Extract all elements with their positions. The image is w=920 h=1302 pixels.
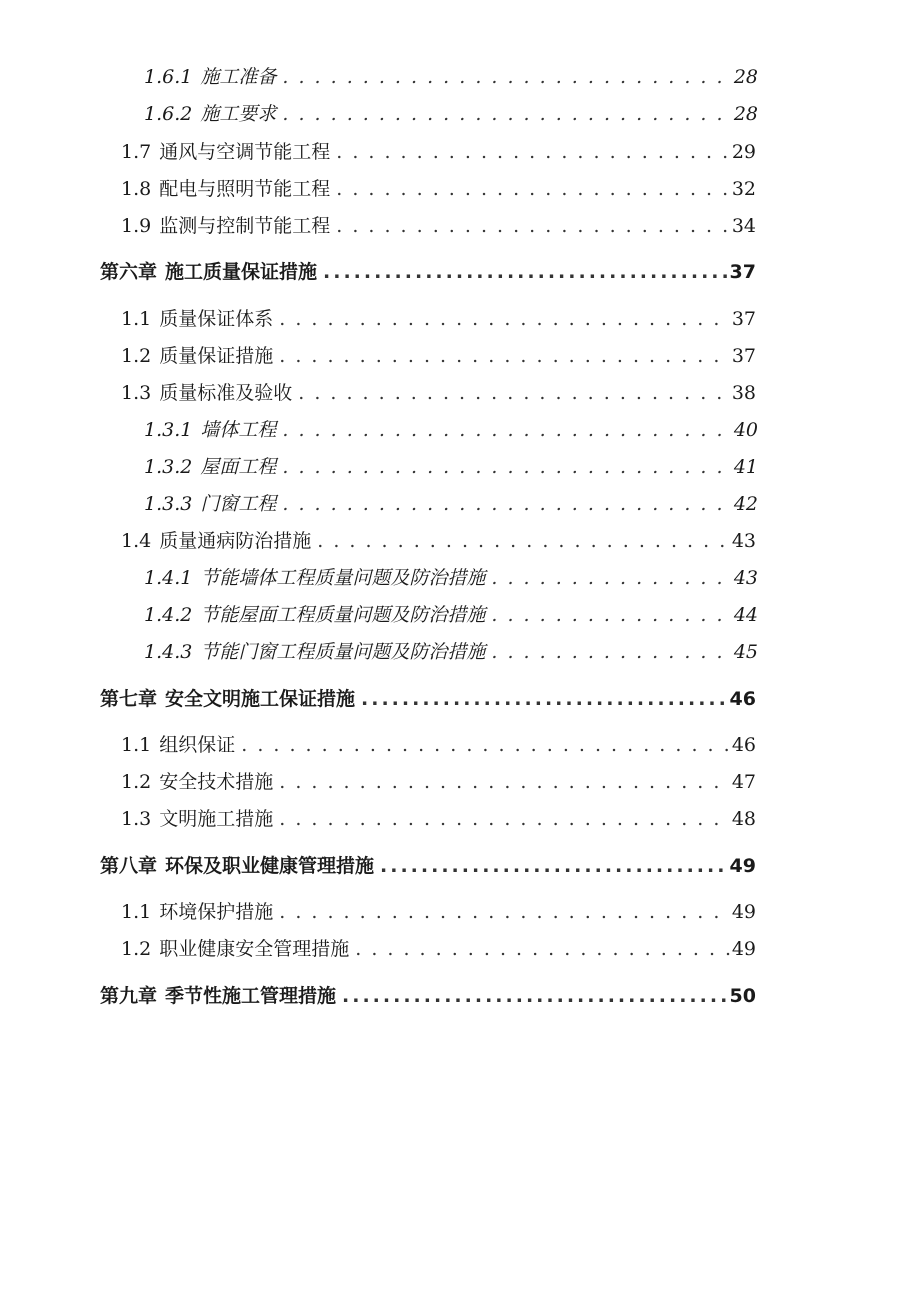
toc-entry-number: 1.3 [121, 382, 152, 404]
toc-entry[interactable] [121, 934, 756, 964]
toc-entry-page: 42 [733, 493, 758, 515]
toc-entry-title: 墙体工程 [200, 419, 277, 441]
toc-entry-number: 1.2 [121, 345, 152, 367]
toc-entry-page: 49 [729, 855, 756, 877]
toc-entry-number: 1.4.3 [144, 641, 193, 663]
dot-leader [279, 304, 730, 334]
dot-leader [279, 341, 730, 371]
dot-leader [336, 137, 730, 167]
toc-chapter-entry[interactable] [100, 851, 756, 881]
toc-entry-title: 质量保证措施 [159, 345, 274, 367]
toc-entry-number: 第七章 [100, 688, 158, 710]
toc-entry-page: 32 [731, 178, 756, 200]
toc-entry-page: 38 [731, 382, 756, 404]
toc-entry-number: 1.4.1 [144, 567, 193, 589]
toc-entry-title: 安全文明施工保证措施 [165, 688, 356, 710]
dot-leader [491, 600, 731, 630]
toc-entry[interactable] [121, 211, 756, 241]
toc-entry-number: 第六章 [100, 261, 158, 283]
toc-entry-title: 施工要求 [200, 103, 277, 125]
toc-entry[interactable] [121, 341, 756, 371]
toc-entry-page: 34 [731, 215, 756, 237]
toc-entry[interactable] [121, 897, 756, 927]
toc-entry-page: 37 [731, 308, 756, 330]
toc-entry-page: 44 [733, 604, 758, 626]
toc-entry-number: 1.1 [121, 308, 152, 330]
toc-entry-page: 48 [731, 808, 756, 830]
toc-entry-title: 质量保证体系 [159, 308, 274, 330]
toc-entry-page: 43 [731, 530, 756, 552]
dot-leader [282, 415, 731, 445]
toc-entry-title: 屋面工程 [200, 456, 277, 478]
toc-entry-page: 37 [731, 345, 756, 367]
toc-entry-page: 46 [731, 734, 756, 756]
toc-entry-title: 通风与空调节能工程 [159, 141, 331, 163]
toc-entry-title: 配电与照明节能工程 [159, 178, 331, 200]
toc-entry[interactable] [144, 600, 758, 630]
toc-entry-page: 46 [729, 688, 756, 710]
toc-entry-page: 45 [733, 641, 758, 663]
toc-entry-number: 1.7 [121, 141, 152, 163]
toc-entry[interactable] [144, 415, 758, 445]
dot-leader [282, 489, 731, 519]
toc-entry-title: 质量标准及验收 [159, 382, 293, 404]
toc-entry[interactable] [121, 174, 756, 204]
toc-entry[interactable] [121, 378, 756, 408]
toc-entry-page: 49 [731, 938, 756, 960]
toc-entry-number: 1.3.1 [144, 419, 193, 441]
toc-entry-page: 28 [733, 103, 758, 125]
dot-leader [361, 684, 728, 714]
toc-entry-number: 1.3 [121, 808, 152, 830]
toc-entry[interactable] [121, 137, 756, 167]
toc-entry-number: 1.3.2 [144, 456, 193, 478]
toc-chapter-entry[interactable] [100, 257, 756, 287]
toc-entry-title: 节能门窗工程质量问题及防治措施 [200, 641, 486, 663]
dot-leader [298, 378, 730, 408]
toc-entry[interactable] [144, 563, 758, 593]
dot-leader [282, 99, 731, 129]
dot-leader [491, 637, 731, 667]
toc-entry-page: 41 [733, 456, 758, 478]
dot-leader [241, 730, 730, 760]
toc-chapter-entry[interactable] [100, 981, 756, 1011]
toc-entry-title: 节能墙体工程质量问题及防治措施 [200, 567, 486, 589]
toc-entry[interactable] [121, 304, 756, 334]
toc-entry[interactable] [144, 637, 758, 667]
toc-entry-number: 1.3.3 [144, 493, 193, 515]
toc-entry-page: 50 [729, 985, 756, 1007]
toc-entry-title: 节能屋面工程质量问题及防治措施 [200, 604, 486, 626]
toc-entry-title: 环保及职业健康管理措施 [165, 855, 375, 877]
toc-entry[interactable] [121, 804, 756, 834]
toc-entry[interactable] [144, 62, 758, 92]
toc-entry[interactable] [121, 730, 756, 760]
dot-leader [282, 452, 731, 482]
toc-entry-number: 1.9 [121, 215, 152, 237]
toc-entry-number: 1.4 [121, 530, 152, 552]
toc-entry-page: 43 [733, 567, 758, 589]
toc-entry-title: 季节性施工管理措施 [165, 985, 337, 1007]
dot-leader [342, 981, 728, 1011]
toc-entry-number: 第八章 [100, 855, 158, 877]
toc-entry-title: 施工准备 [200, 66, 277, 88]
toc-entry-number: 1.2 [121, 771, 152, 793]
toc-entry-number: 1.2 [121, 938, 152, 960]
toc-entry[interactable] [144, 99, 758, 129]
toc-entry-page: 47 [731, 771, 756, 793]
toc-entry-page: 37 [729, 261, 756, 283]
toc-entry[interactable] [144, 452, 758, 482]
toc-entry[interactable] [121, 767, 756, 797]
dot-leader [279, 804, 730, 834]
toc-entry-title: 文明施工措施 [159, 808, 274, 830]
toc-entry-page: 49 [731, 901, 756, 923]
toc-entry-number: 1.8 [121, 178, 152, 200]
dot-leader [282, 62, 731, 92]
toc-entry-page: 28 [733, 66, 758, 88]
toc-entry-page: 29 [731, 141, 756, 163]
toc-entry-title: 安全技术措施 [159, 771, 274, 793]
dot-leader [317, 526, 730, 556]
toc-entry-title: 监测与控制节能工程 [159, 215, 331, 237]
dot-leader [380, 851, 728, 881]
toc-entry-title: 环境保护措施 [159, 901, 274, 923]
dot-leader [323, 257, 728, 287]
toc-chapter-entry[interactable] [100, 684, 756, 714]
toc-entry-number: 1.4.2 [144, 604, 193, 626]
dot-leader [336, 211, 730, 241]
toc-entry-title: 施工质量保证措施 [165, 261, 318, 283]
dot-leader [491, 563, 731, 593]
toc-entry[interactable] [121, 526, 756, 556]
toc-entry[interactable] [144, 489, 758, 519]
toc-entry-title: 组织保证 [159, 734, 236, 756]
toc-entry-number: 1.6.2 [144, 103, 193, 125]
toc-entry-title: 质量通病防治措施 [159, 530, 312, 552]
toc-entry-title: 职业健康安全管理措施 [159, 938, 350, 960]
toc-entry-number: 第九章 [100, 985, 158, 1007]
dot-leader [336, 174, 730, 204]
toc-entry-number: 1.1 [121, 901, 152, 923]
toc-entry-number: 1.1 [121, 734, 152, 756]
toc-entry-number: 1.6.1 [144, 66, 193, 88]
dot-leader [355, 934, 730, 964]
toc-entry-title: 门窗工程 [200, 493, 277, 515]
dot-leader [279, 767, 730, 797]
toc-entry-page: 40 [733, 419, 758, 441]
dot-leader [279, 897, 730, 927]
